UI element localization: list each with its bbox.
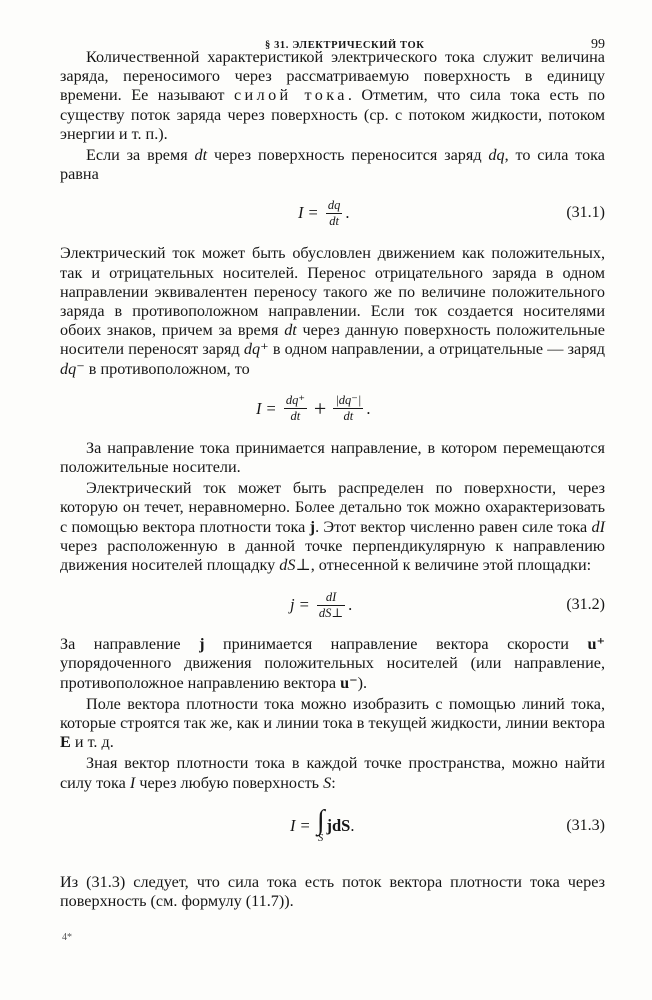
paragraph-direction: За направление тока принимается направление, в котором перемещаются положительные носители. [60, 438, 605, 477]
equation-two-carriers: I = $\frac{dq^+}{dt}$ + $\frac{|dq^-|}{dt}$ . [256, 393, 371, 424]
paragraph-carriers: Электрический ток может быть обусловлен движением как положительных, так и отрицательных носителей. Перенос отрицательного заряда в одном направлении эквивалентен переносу такого же по величине положительного заряда в противоположном направлении. Если ток создается носителями обоих знаков, причем за время dt через данную поверхность положительные носители переносят заряд dq⁺ в одном направлении, а отрицательные — заряд dq⁻ в противоположном, то [60, 244, 605, 378]
term-current-strength: силой тока [233, 86, 348, 105]
page-number: 99 [591, 37, 605, 52]
signature-mark: 4* [62, 932, 72, 943]
paragraph-if-time: Если за время dt через поверхность переносится заряд dq, то сила тока равна [60, 146, 605, 184]
running-head: § 31. ЭЛЕКТРИЧЕСКИЙ ТОК [265, 40, 425, 51]
page-header [60, 0, 605, 70]
paragraph-knowing-density: Зная вектор плотности тока в каждой точке пространства, можно найти силу тока I через любую поверхность S: [60, 754, 605, 792]
equation-label: (31.2) [566, 596, 605, 614]
paragraph-current-density: Электрический ток может быть распределен по поверхности, через которую он течет, неравномерно. Более детально ток можно охарактеризовать с помощью вектора плотности тока j. Этот вектор численно равен силе тока dI через расположенную в данной точке перпендикулярную к направлению движения носителей площадку dS⊥, отнесенной к величине этой площадки: [60, 479, 605, 575]
equation-31-3: I = ∫ S jd S . (31.3) [290, 804, 605, 844]
integral-sign: ∫ S [316, 804, 325, 844]
paragraph-conclusion: Из (31.3) следует, что сила тока есть поток вектора плотности тока через поверхность (см. формулу (11.7)). [60, 872, 605, 911]
paragraph-j-direction: За направление j принимается направление вектора скорости u⁺ упорядоченного движения положительных носителей (или направление, противоположное направлению вектора u⁻). [60, 635, 605, 692]
paragraph-field-lines: Поле вектора плотности тока можно изобразить с помощью линий тока, которые строятся так же, как и линии тока в текущей жидкости, линии вектора E и т. д. [60, 694, 605, 752]
equation-label: (31.1) [566, 204, 605, 222]
paragraph-current-definition: Количественной характеристикой электрического тока служит величина заряда, переносимого через рассматриваемую поверхность в единицу времени. Ее называют силой тока. Отметим, что сила тока есть по существу поток заряда через поверхность (ср. с потоком жидкости, потоком энергии и т. п.). [60, 48, 605, 143]
book-page [60, 0, 605, 911]
equation-label: (31.3) [566, 816, 605, 834]
equation-31-1: I = $\frac{dq}{dt}$ . (31.1) [298, 197, 605, 228]
equation-31-2: j = $\frac{dI}{dS\perp}$ . (31.2) [290, 589, 605, 620]
